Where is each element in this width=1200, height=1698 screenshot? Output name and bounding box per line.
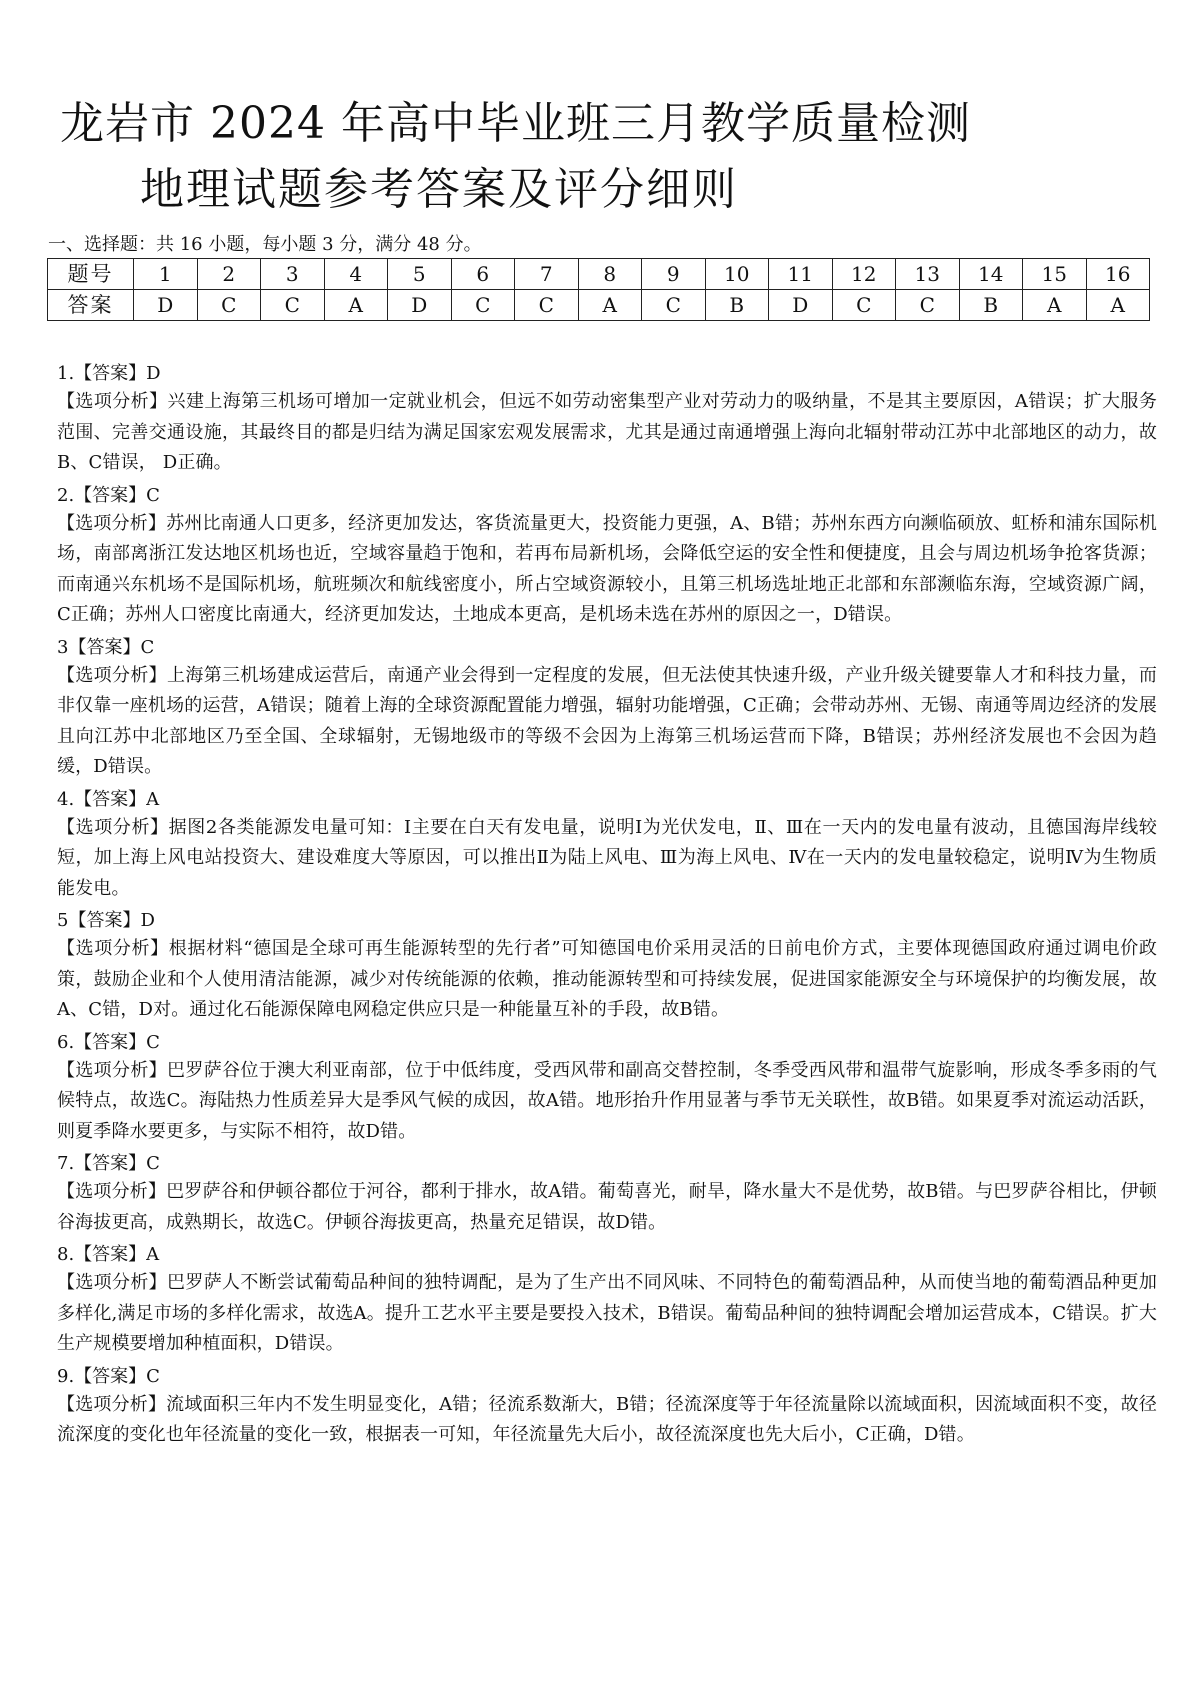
answer-cell: C bbox=[896, 290, 960, 321]
answer-cell: A bbox=[1023, 290, 1087, 321]
question-answer-line: 1.【答案】D bbox=[57, 363, 161, 384]
question-number-cell: 6 bbox=[451, 259, 515, 290]
question-analysis: 【选项分析】根据材料“德国是全球可再生能源转型的先行者”可知德国电价采用灵活的日前电价方式，主要体现德国政府通过调电价政策，鼓励企业和个人使用清洁能源，减少对传统能源的依赖，推动能源转型和可持续发展，促进国家能源安全与环境保护的均衡发展，故A、C错，D对。通过化石能源保障电网稳定供应只是一种能量互补的手段，故B错。 bbox=[57, 938, 1157, 1020]
question-answer-line: 8.【答案】A bbox=[57, 1244, 160, 1265]
question-number-cell: 8 bbox=[578, 259, 642, 290]
question-analysis: 【选项分析】巴罗萨谷位于澳大利亚南部，位于中低纬度，受西风带和副高交替控制，冬季受西风带和温带气旋影响，形成冬季多雨的气候特点，故选C。海陆热力性质差异大是季风气候的成因，故A错。地形抬升作用显著与季节无关联性，故B错。如果夏季对流运动活跃，则夏季降水要更多，与实际不相符，故D错。 bbox=[57, 1059, 1157, 1142]
question-analysis: 【选项分析】兴建上海第三机场可增加一定就业机会，但远不如劳动密集型产业对劳动力的吸纳量，不是其主要原因，A错误；扩大服务范围、完善交通设施，其最终目的都是归结为满足国家宏观发展需求，尤其是通过南通增强上海向北辐射带动江苏中北部地区的动力，故B、C错误， D正确。 bbox=[57, 391, 1157, 473]
question-answer-line: 6.【答案】C bbox=[57, 1031, 160, 1053]
answer-cell: C bbox=[261, 290, 325, 321]
question-analysis: 【选项分析】上海第三机场建成运营后，南通产业会得到一定程度的发展，但无法使其快速升级，产业升级关键要靠人才和科技力量，而非仅靠一座机场的运营，A错误；随着上海的全球资源配置能力增强，辐射功能增强，C正确；会带动苏州、无锡、南通等周边经济的发展且向江苏中北部地区乃至全国、全球辐射，无锡地级市的等级不会因为上海第三机场运营而下降，B错误；苏州经济发展也不会因为趋缓，D错误。 bbox=[57, 664, 1157, 777]
question-number-cell: 10 bbox=[705, 259, 769, 290]
question-number-cell: 5 bbox=[388, 259, 452, 290]
answer-cell: A bbox=[1086, 290, 1150, 321]
question-number-cell: 14 bbox=[959, 259, 1023, 290]
question-answer-line: 7.【答案】C bbox=[57, 1153, 160, 1174]
question-analysis: 【选项分析】巴罗萨人不断尝试葡萄品种间的独特调配，是为了生产出不同风味、不同特色的葡萄酒品种，从而使当地的葡萄酒品种更加多样化,满足市场的多样化需求，故选A。提升工艺水平主要是要投入技术，B错误。葡萄品种间的独特调配会增加运营成本，C错误。扩大生产规模要增加种植面积，D错误。 bbox=[57, 1272, 1157, 1354]
question-number-cell: 2 bbox=[197, 259, 261, 290]
answer-cell: A bbox=[324, 290, 388, 321]
question-analysis: 【选项分析】苏州比南通人口更多，经济更加发达，客货流量更大，投资能力更强，A、B错；苏州东西方向濒临硕放、虹桥和浦东国际机场，南部离浙江发达地区机场也近，空域容量趋于饱和，若再布局新机场，会降低空运的安全性和便捷度，且会与周边机场争抢客货源；而南通兴东机场不是国际机场，航班频次和航线密度小，所占空域资源较小，且第三机场选址地正北部和东部濒临东海，空域资源广阔，C正确；苏州人口密度比南通大，经济更加发达，土地成本更高，是机场未选在苏州的原因之一，D错误。 bbox=[57, 512, 1157, 625]
question-number-row bbox=[48, 259, 1150, 290]
answer-cell: D bbox=[134, 290, 198, 321]
answer-cell: C bbox=[197, 290, 261, 321]
question-number-cell: 15 bbox=[1023, 259, 1087, 290]
answer-cell: D bbox=[769, 290, 833, 321]
answer-cell: B bbox=[705, 290, 769, 321]
question-number-cell: 1 bbox=[134, 259, 198, 290]
question-number-cell: 11 bbox=[769, 259, 833, 290]
answer-cell: A bbox=[578, 290, 642, 321]
question-answer-line: 9.【答案】C bbox=[57, 1365, 160, 1387]
question-number-cell: 12 bbox=[832, 259, 896, 290]
question-analysis: 【选项分析】据图2各类能源发电量可知：I主要在白天有发电量，说明I为光伏发电，Ⅱ、Ⅲ在一天内的发电量有波动，且德国海岸线较短，加上海上风电站投资大、建设难度大等原因，可以推出Ⅱ为陆上风电、Ⅲ为海上风电、Ⅳ在一天内的发电量较稳定，说明Ⅳ为生物质能发电。 bbox=[57, 816, 1157, 899]
document-title: 龙岩市 2024 年高中毕业班三月教学质量检测 bbox=[60, 98, 971, 149]
section-heading: 一、选择题：共 16 小题，每小题 3 分，满分 48 分。 bbox=[48, 234, 482, 255]
question-number-cell: 3 bbox=[261, 259, 325, 290]
question-answer-line: 4.【答案】A bbox=[57, 788, 160, 810]
question-number-cell: 4 bbox=[324, 259, 388, 290]
question-answer-line: 2.【答案】C bbox=[57, 484, 160, 506]
question-analysis: 【选项分析】流域面积三年内不发生明显变化，A错；径流系数渐大，B错；径流深度等于年径流量除以流域面积，因流域面积不变，故径流深度的变化也年径流量的变化一致，根据表一可知，年径流量先大后小，故径流深度也先大后小，C正确，D错。 bbox=[57, 1393, 1157, 1445]
answer-key-table bbox=[47, 258, 1150, 321]
document-subtitle: 地理试题参考答案及评分细则 bbox=[140, 164, 738, 215]
question-number-cell: 7 bbox=[515, 259, 579, 290]
answer-cell: C bbox=[515, 290, 579, 321]
question-answer-line: 5【答案】D bbox=[57, 910, 155, 931]
row-label-number: 题号 bbox=[48, 259, 134, 290]
answer-cell: C bbox=[642, 290, 706, 321]
question-number-cell: 16 bbox=[1086, 259, 1150, 290]
answer-row bbox=[48, 290, 1150, 321]
question-analysis: 【选项分析】巴罗萨谷和伊顿谷都位于河谷，都利于排水，故A错。葡萄喜光，耐旱，降水量大不是优势，故B错。与巴罗萨谷相比，伊顿谷海拔更高，成熟期长，故选C。伊顿谷海拔更高，热量充足错误，故D错。 bbox=[57, 1181, 1157, 1233]
question-number-cell: 13 bbox=[896, 259, 960, 290]
question-answer-line: 3【答案】C bbox=[57, 636, 155, 658]
row-label-answer: 答案 bbox=[48, 290, 134, 321]
answer-cell: C bbox=[451, 290, 515, 321]
answer-explanations bbox=[57, 360, 1157, 1454]
answer-cell: C bbox=[832, 290, 896, 321]
answer-cell: D bbox=[388, 290, 452, 321]
question-number-cell: 9 bbox=[642, 259, 706, 290]
answer-cell: B bbox=[959, 290, 1023, 321]
